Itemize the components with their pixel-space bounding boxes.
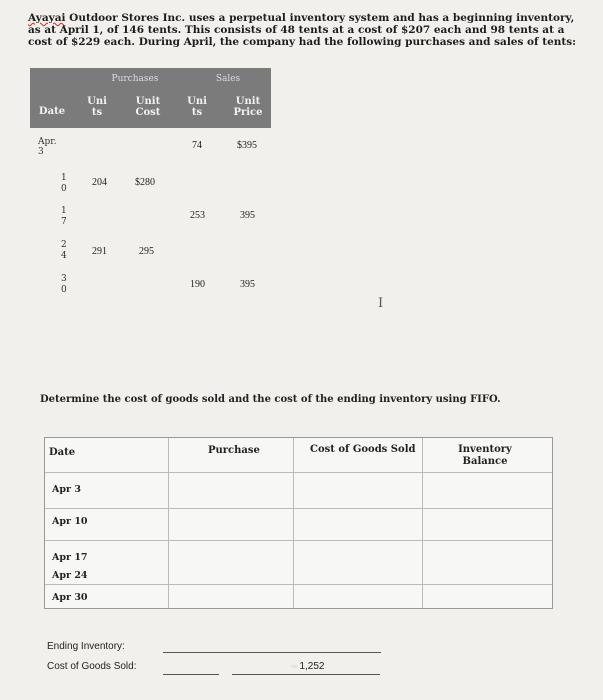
fifo-answer-table: [44, 437, 553, 609]
header-purchase-units: Units: [87, 96, 107, 118]
date-cell: Apr 30: [52, 592, 88, 603]
date-cell: Apr 24: [52, 570, 88, 581]
header-purchase: Purchase: [208, 445, 260, 456]
row-sales-price: 395: [240, 279, 255, 290]
date-cell: Apr 3: [52, 484, 81, 495]
row-date: 30: [61, 274, 67, 295]
row-date: 17: [61, 206, 67, 227]
row-sales-units: 190: [190, 279, 205, 290]
row-purchase-units: 204: [92, 177, 107, 188]
header-unit-price: Unit Price: [233, 96, 263, 118]
row-sales-units: 74: [192, 140, 202, 151]
date-cell: Apr 10: [52, 516, 88, 527]
row-purchase-cost: 295: [139, 246, 154, 257]
row-sales-price: $395: [237, 140, 257, 151]
row-date: Apr. 3: [38, 137, 57, 157]
date-cell: Apr 17: [52, 552, 88, 563]
header-cogs: Cost of Goods Sold: [310, 444, 416, 455]
cogs-label: Cost of Goods Sold:: [47, 661, 137, 672]
problem-statement: [28, 12, 588, 48]
header-date: Date: [49, 447, 76, 458]
row-date: 10: [61, 173, 67, 194]
ending-inventory-label: Ending Inventory:: [47, 641, 125, 652]
text-cursor-icon: I: [378, 296, 384, 311]
cogs-value: ▫▫ 1,252: [291, 661, 325, 672]
header-inventory-balance: Inventory Balance: [458, 444, 512, 467]
header-sales-units: Units: [187, 96, 207, 118]
ending-inventory-input[interactable]: [163, 652, 381, 653]
header-sales: Sales: [215, 74, 241, 84]
row-purchase-units: 291: [92, 246, 107, 257]
header-date: Date: [38, 106, 66, 117]
question-text: Determine the cost of goods sold and the cost of the ending inventory using FIFO.: [40, 394, 501, 405]
header-purchases: Purchases: [111, 74, 159, 84]
problem-text: Outdoor Stores Inc. uses a perpetual inventory system and has a beginning inventory, as at April 1, of 146 tents. This consists of 48 tents at a cost of $207 each and 98 tents at a cost of $229 each. During April, the company had the following purchases and sales of tents:: [28, 12, 577, 48]
row-sales-units: 253: [190, 210, 205, 221]
row-date: 24: [61, 240, 67, 261]
row-sales-price: 395: [240, 210, 255, 221]
header-unit-cost: Unit Cost: [135, 96, 161, 118]
row-purchase-cost: $280: [135, 177, 155, 188]
cogs-input[interactable]: [232, 674, 380, 675]
cogs-input-left[interactable]: [163, 674, 219, 675]
company-name: Ayayai: [28, 12, 66, 24]
